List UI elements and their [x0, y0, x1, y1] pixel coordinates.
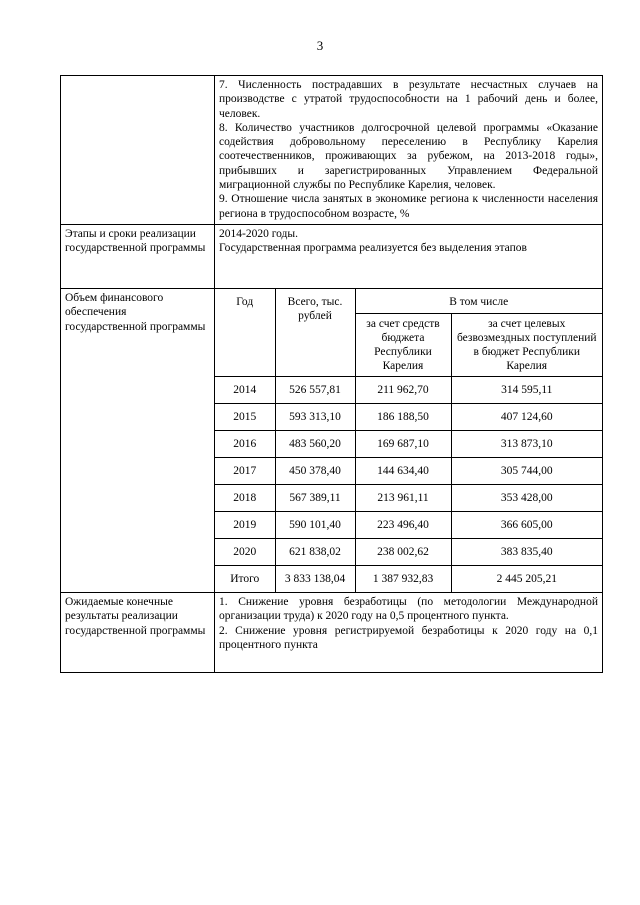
finance-row-2014 [215, 376, 602, 403]
total-cell: 567 389,11 [275, 484, 355, 511]
finance-row-2019 [215, 511, 602, 538]
result-2: 2. Снижение уровня регистрируемой безработицы к 2020 году на 0,1 процентного пункта [219, 624, 598, 651]
year-cell: 2015 [215, 403, 275, 430]
finance-table [215, 289, 602, 592]
indicator-9: 9. Отношение числа занятых в экономике региона к численности населения региона в трудоспособном возрасте, % [219, 193, 598, 220]
indicators-content [215, 76, 603, 225]
total-cell: 593 313,10 [275, 403, 355, 430]
stages-row [61, 224, 603, 288]
result-1: 1. Снижение уровня безработицы (по методологии Международной организации труда) к 2020 году на 0,5 процентного пункта. [219, 595, 598, 623]
year-cell: 2014 [215, 376, 275, 403]
header-including: В том числе [355, 289, 602, 314]
stages-note: Государственная программа реализуется без выделения этапов [219, 242, 527, 255]
total-cell: 450 378,40 [275, 457, 355, 484]
stages-label: Этапы и сроки реализации государственной программы [61, 224, 215, 288]
indicator-8: 8. Количество участников долгосрочной целевой программы «Оказание содействия добровольному переселению в Республику Карелия соотечественников, проживающих за рубежом, на 2013-2018 годы», прибывших и зарегистрированных Управлением Федеральной миграционной службы по Республике Карелия, человек. [219, 121, 598, 192]
budget-cell: 213 961,11 [355, 484, 451, 511]
budget-cell: 186 188,50 [355, 403, 451, 430]
budget-cell: 169 687,10 [355, 430, 451, 457]
total-cell: 483 560,20 [275, 430, 355, 457]
page-number: 3 [316, 38, 324, 53]
grants-cell: 353 428,00 [451, 484, 602, 511]
finance-row-2020 [215, 538, 602, 565]
year-cell: Итого [215, 565, 275, 592]
passport-table [60, 75, 603, 673]
finance-row-2015 [215, 403, 602, 430]
year-cell: 2020 [215, 538, 275, 565]
results-row [61, 592, 603, 672]
header-year: Год [215, 289, 275, 377]
budget-cell: 1 387 932,83 [355, 565, 451, 592]
finance-row-total [215, 565, 602, 592]
year-cell: 2019 [215, 511, 275, 538]
grants-cell: 314 595,11 [451, 376, 602, 403]
results-label: Ожидаемые конечные результаты реализации государственной программы [61, 592, 215, 672]
finance-cell [215, 288, 603, 592]
total-cell: 526 557,81 [275, 376, 355, 403]
header-budget: за счет средств бюджета Республики Карелия [355, 313, 451, 376]
indicators-row [61, 76, 603, 225]
header-grants: за счет целевых безвозмездных поступлений в бюджет Республики Карелия [451, 313, 602, 376]
total-cell: 3 833 138,04 [275, 565, 355, 592]
budget-cell: 238 002,62 [355, 538, 451, 565]
total-cell: 621 838,02 [275, 538, 355, 565]
indicators-label-cell [61, 76, 215, 225]
results-content [215, 592, 603, 672]
grants-cell: 366 605,00 [451, 511, 602, 538]
grants-cell: 313 873,10 [451, 430, 602, 457]
stages-years: 2014-2020 годы. [219, 227, 299, 240]
year-cell: 2018 [215, 484, 275, 511]
budget-cell: 144 634,40 [355, 457, 451, 484]
finance-row [61, 288, 603, 592]
finance-row-2016 [215, 430, 602, 457]
finance-header-row [215, 289, 602, 314]
finance-row-2017 [215, 457, 602, 484]
stages-content [215, 224, 603, 288]
finance-label: Объем финансового обеспечения государственной программы [61, 288, 215, 592]
grants-cell: 305 744,00 [451, 457, 602, 484]
year-cell: 2016 [215, 430, 275, 457]
header-total: Всего, тыс. рублей [275, 289, 355, 377]
grants-cell: 407 124,60 [451, 403, 602, 430]
indicator-7: 7. Численность пострадавших в результате несчастных случаев на производстве с утратой трудоспособности на 1 рабочий день и более, человек. [219, 79, 598, 120]
budget-cell: 211 962,70 [355, 376, 451, 403]
grants-cell: 383 835,40 [451, 538, 602, 565]
year-cell: 2017 [215, 457, 275, 484]
grants-cell: 2 445 205,21 [451, 565, 602, 592]
budget-cell: 223 496,40 [355, 511, 451, 538]
finance-row-2018 [215, 484, 602, 511]
total-cell: 590 101,40 [275, 511, 355, 538]
